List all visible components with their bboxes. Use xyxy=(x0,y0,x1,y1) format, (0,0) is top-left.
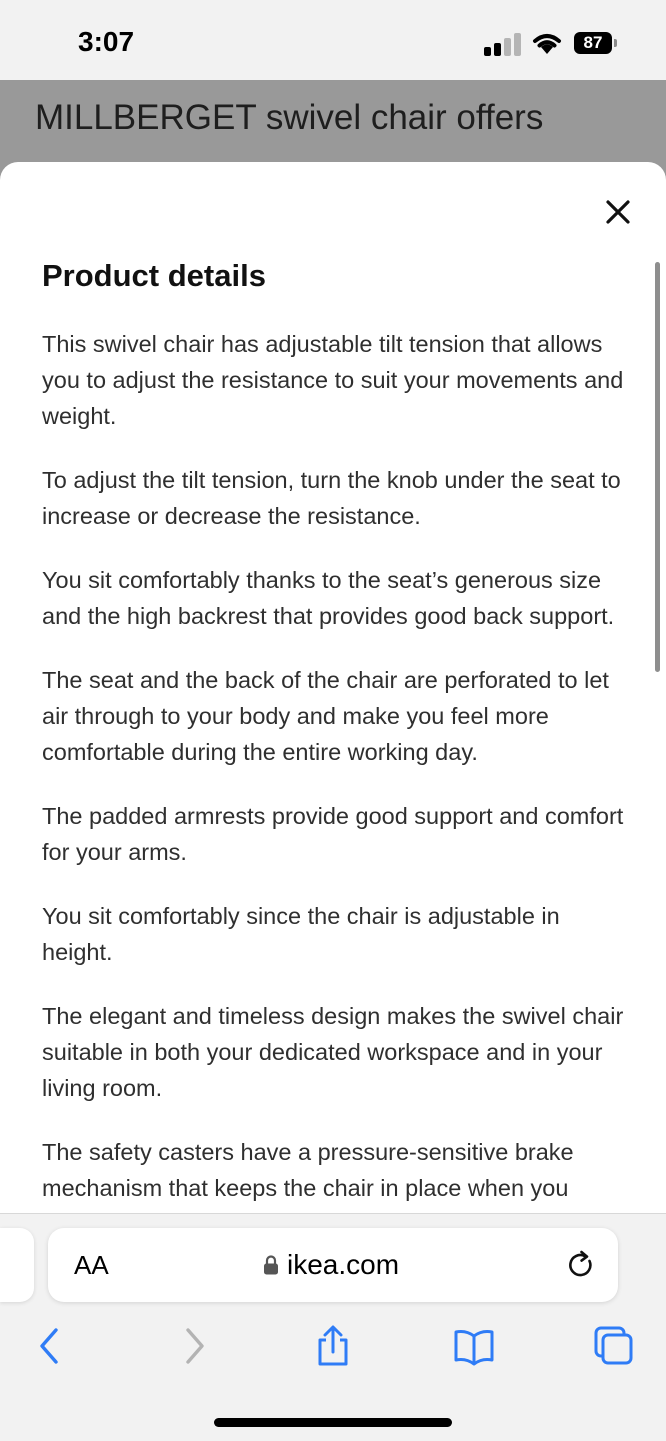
status-bar xyxy=(0,0,666,80)
reload-icon[interactable] xyxy=(564,1248,598,1282)
lock-icon xyxy=(263,1254,279,1276)
background-product-heading: MILLBERGET swivel chair offers xyxy=(35,98,544,137)
url-display[interactable] xyxy=(263,1248,399,1282)
tabs-icon[interactable] xyxy=(592,1324,636,1368)
address-bar[interactable] xyxy=(48,1228,618,1302)
battery-level: 87 xyxy=(574,32,612,54)
details-paragraph: This swivel chair has adjustable tilt tension that allows you to adjust the resistance to suit your movements and weight. xyxy=(42,331,624,429)
details-paragraph: The seat and the back of the chair are perforated to let air through to your body and make you feel more comfortable during the entire working day. xyxy=(42,667,609,765)
bookmarks-icon[interactable] xyxy=(452,1324,496,1368)
chevron-right-icon[interactable] xyxy=(172,1324,216,1368)
browser-toolbar xyxy=(0,1324,666,1374)
product-details-body xyxy=(42,326,632,1214)
details-paragraph: You sit comfortably thanks to the seat’s generous size and the high backrest that provides good back support. xyxy=(42,567,615,629)
status-time: 3:07 xyxy=(78,26,135,57)
battery-icon xyxy=(574,32,618,56)
cellular-signal-icon xyxy=(484,32,524,56)
details-paragraph: The padded armrests provide good support and comfort for your arms. xyxy=(42,803,624,865)
details-paragraph: The elegant and timeless design makes the swivel chair suitable in both your dedicated workspace and in your living room. xyxy=(42,1003,624,1101)
browser-chrome xyxy=(0,1213,666,1441)
close-button[interactable] xyxy=(600,194,636,230)
chevron-left-icon[interactable] xyxy=(28,1324,72,1368)
wifi-icon xyxy=(530,30,564,56)
url-text: ikea.com xyxy=(287,1249,400,1280)
share-icon[interactable] xyxy=(311,1324,355,1368)
previous-tab-preview[interactable] xyxy=(0,1228,34,1302)
product-details-title: Product details xyxy=(42,258,266,293)
details-paragraph: To adjust the tilt tension, turn the knob under the seat to increase or decrease the resistance. xyxy=(42,467,621,529)
details-paragraph: The safety casters have a pressure-sensitive brake mechanism that keeps the chair in place when you xyxy=(42,1139,574,1201)
details-paragraph: You sit comfortably since the chair is adjustable in height. xyxy=(42,903,560,965)
close-icon xyxy=(600,194,636,230)
product-details-sheet xyxy=(0,162,666,1214)
text-size-button[interactable]: AA xyxy=(74,1250,109,1280)
scrollbar[interactable] xyxy=(655,262,660,672)
home-indicator[interactable] xyxy=(214,1418,452,1427)
